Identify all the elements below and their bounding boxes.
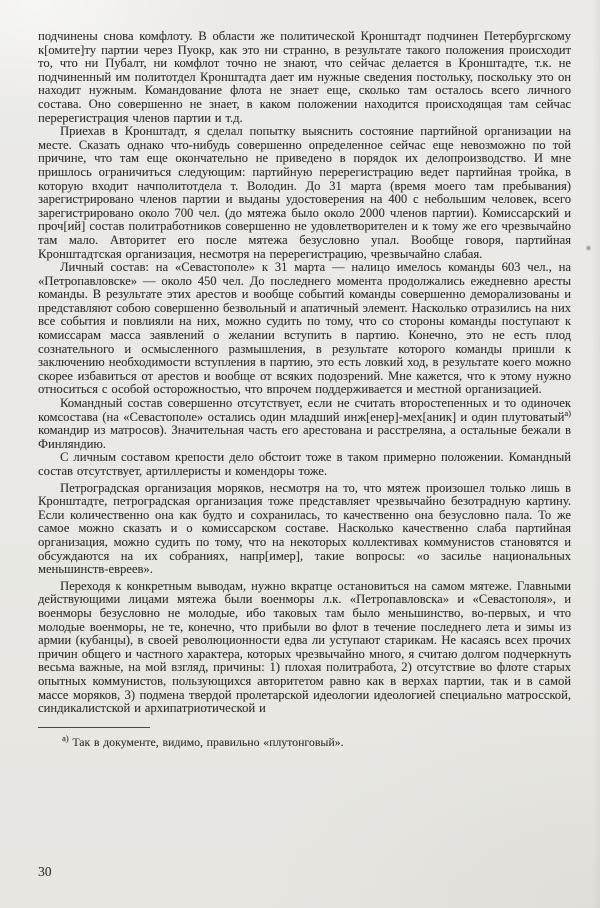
paragraph: Личный состав: на «Севастополе» к 31 марта — налицо имелось команды 603 чел., на «Петропавловске» — около 450 чел. До последнего момента продолжались ежедневно аресты команды. В результате этих арестов и вообще событий команды совершенно деморализованы и представляют собою совершенно безвольный и апатичный элемент. Насколько отразились на них все события и повлияли на них, можно судить по тому, что со стороны команды поступают к комиссарам масса заявлений о желании вступить в партию. Конечно, это не есть плод сознательного и осмысленного размышления, в результате которого команды пришли к заключению необходимости вступления в партию, это есть ловкий ход, в результате коего можно скорее избавиться от арестов и вообще от всяких подозрений. Мне кажется, что к этому нужно относиться с особой осторожностью, что впрочем поддерживается и местной организацией. <box>38 260 571 397</box>
paragraph: Переходя к конкретным выводам, нужно вкратце остановиться на самом мятеже. Главными действующими лицами мятежа были военморы л.к. «Петропавловска» и «Севастополя», и военморы безусловно не молодые, ибо таковых там было меньшинство, во-первых, и что молодые военморы, не те, конечно, что прибыли во флот в течение последнего лета и зимы из армии (кубанцы), в своей революционности едва ли уступают старикам. Не касаясь всех прочих причин общего и частного характера, которых чрезвычайно много, я считаю долгом подчеркнуть весьма важные, на мой взгляд, причины: 1) плохая политработа, 2) отсутствие во флоте старых опытных коммунистов, пользующихся авторитетом равно как в верхах партии, так и в самой массе моряков, 3) подмена твердой пролетарской идеологии идеологией специально матросской, синдикалистской и архипатриотической и <box>38 578 571 716</box>
footnote-reference-marker: а) <box>564 407 571 418</box>
paragraph: Приехав в Кронштадт, я сделал попытку выяснить состояние партийной организации на месте. Сказать однако что-нибудь совершенно определенное сейчас еще невозможно по той причине, что там еще окончательно не приведено в порядок их делопроизводство. И мне пришлось ограничиться следующим: партийную перерегистрацию ведет партийная тройка, в которую входит начполитотдела т. Володин. До 31 марта (время моего там пребывания) зарегистрировано членов партии и выданы удостоверения на 400 с небольшим человек, всего зарегистрировано около 700 чел. (до мятежа было около 2000 членов партии). Комиссарский и проч[ий] состав политработников совершенно не удовлетворителен и к тому же его чрезвычайно там мало. Авторитет его после мятежа безусловно упал. Вообще говоря, партийная Кронштадтская организация, несмотря на перерегистрацию, чрезвычайно слабая. <box>38 124 571 261</box>
paragraph: С личным составом крепости дело обстоит тоже в таком примерно положении. Командный состав отсутствует, артиллеристы и комендоры тоже. <box>38 450 571 478</box>
document-text-block <box>38 30 571 749</box>
page-number: 30 <box>38 864 52 879</box>
scan-speck-artifact <box>586 244 591 252</box>
footnote <box>38 732 571 749</box>
paragraph-text: Командный состав совершенно отсутствует, если не считать второстепенных и то одиночек комсостава (на «Севастополе» остались один младший инж[енер]-мех[аник] и один плутоватый <box>38 396 571 424</box>
footnote-separator-rule <box>38 727 150 728</box>
paragraph-continuation: подчинены снова комфлоту. В области же политической Кронштадт подчинен Петербургскому к[омите]ту партии через Пуокр, как это ни странно, в результате такого положения происходит то, что ни Пубалт, ни комфлот точно не знают, что сейчас делается в Кронштадте, т.к. не подчиненный им политотдел Кронштадта дает им нужные сведения постольку, поскольку это он находит нужным. Командование флота не знает еще, сколько там осталось всего личного состава. Оно совершенно не знает, в каком положении находится происходящая там сейчас перерегистрация членов партии и т.д. <box>38 29 571 125</box>
paragraph-text: командир из матросов). Значительная часть его арестована и расстреляна, а остальные бежали в Финляндию. <box>38 423 571 451</box>
paragraph: Петроградская организация моряков, несмотря на то, что мятеж произошел только лишь в Кронштадте, петроградская организация тоже представляет чрезвычайно безотрадную картину. Если количественно она как будто и сохранилась, то качественно она безусловно пала. То же самое можно сказать и о комиссарском составе. Насколько качественно слаба партийная организация, можно судить по тому, что на некоторых коллективах коммунистов становятся и обсуждаются на их собраниях, напр[имер], такие вопросы: «о засилье национальных меньшинств-евреев». <box>38 480 571 577</box>
footnote-marker: а) <box>62 732 69 743</box>
footnote-text: Так в документе, видимо, правильно «плутонговый». <box>68 734 344 749</box>
scan-edge-shading <box>592 0 600 908</box>
paragraph-with-footnote-ref <box>38 397 571 451</box>
